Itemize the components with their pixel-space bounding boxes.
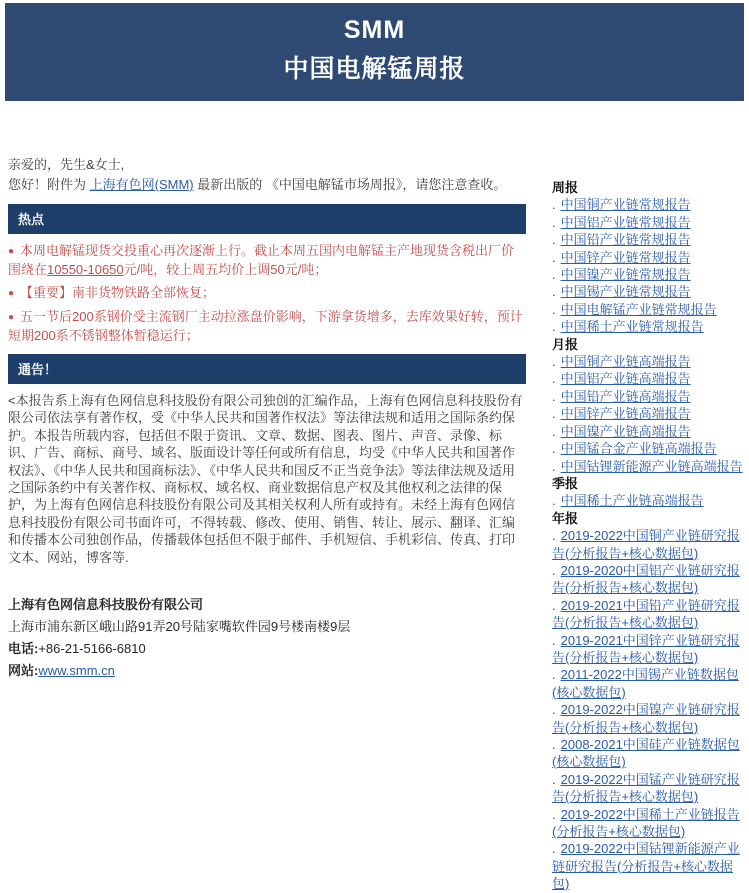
hotspots-list <box>8 242 526 345</box>
smm-site-link[interactable]: 上海有色网(SMM) <box>89 177 194 192</box>
company-phone-line <box>8 638 526 660</box>
report-link[interactable]: 中国锌产业链高端报告 <box>560 406 691 422</box>
list-item <box>552 562 745 597</box>
list-item <box>552 318 745 335</box>
list-item <box>552 666 745 701</box>
bullet-icon: ● <box>8 312 15 323</box>
report-link[interactable]: 2019-2022中国镍产业链研究报告(分析报告+核心数据包) <box>552 702 740 735</box>
website-link[interactable]: www.smm.cn <box>38 663 115 679</box>
report-link[interactable]: 中国铝产业链常规报告 <box>560 214 691 230</box>
list-item <box>552 423 745 440</box>
list-marker: . <box>552 771 556 787</box>
list-item <box>552 806 745 841</box>
list-item <box>552 214 745 231</box>
sidebar-section-monthly <box>552 336 745 475</box>
list-marker: . <box>552 597 556 613</box>
list-marker: . <box>552 354 556 370</box>
sidebar-section-weekly <box>552 179 745 336</box>
list-marker: . <box>552 441 556 457</box>
list-marker: . <box>552 319 556 335</box>
list-item <box>552 266 745 283</box>
list-item <box>552 405 745 422</box>
sidebar-heading-annual: 年报 <box>552 510 579 526</box>
hotspots-title: 热点 <box>18 212 45 227</box>
copyright-notice-text: <本报告系上海有色网信息科技股份有限公司独创的汇编作品，上海有色网信息科技股份有限公司依法享有著作权，受《中华人民共和国著作权法》等法律法规和适用之国际条约保护。本报告所载内容，包括但不限于资讯、文章、数据、图表、图片、声音、录像、标识、广告、商标、商号、域名、版面设计等任何或所有信息，均受《中华人民共和国著作权法》、《中华人民共和国商标法》、《中华人民共和国反不正当竞争法》等法律法规及适用之国际条约中有关著作权、商标权、域名权、商业数据信息产权及其他权利之法律的保护，为上海有色网信息科技股份有限公司及其相关权利人所有或持有。未经上海有色网信息科技股份有限公司书面许可，不得转载、修改、使用、销售、转让、展示、翻译、汇编和传播本公司独创作品，传播载体包括但不限于邮件、手机短信、手机彩信、传真、打印文本、网站，博客等. <box>8 393 523 565</box>
banner-title-report: 中国电解锰周报 <box>283 55 466 83</box>
report-link[interactable]: 中国铅产业链高端报告 <box>560 388 691 404</box>
report-link[interactable]: 2019-2020中国铝产业链研究报告(分析报告+核心数据包) <box>552 562 740 596</box>
greeting-line2 <box>8 175 526 195</box>
list-item <box>552 353 745 370</box>
list-marker: . <box>552 493 556 509</box>
main-content <box>8 155 526 682</box>
company-address: 上海市浦东新区峨山路91弄20号陆家嘴软件园9号楼南楼9层 <box>8 619 351 635</box>
report-link[interactable]: 中国铜产业链高端报告 <box>560 354 691 370</box>
greeting-line2-prefix: 您好！附件为 <box>8 177 90 192</box>
greeting-line2-suffix: 最新出版的 《中国电解锰市场周报》，请您注意查收。 <box>193 177 507 192</box>
company-name: 上海有色网信息科技股份有限公司 <box>8 597 204 613</box>
report-link[interactable]: 中国钴锂新能源产业链高端报告 <box>560 458 743 474</box>
list-item <box>552 440 745 457</box>
phone-number: +86-21-5166-6810 <box>38 641 146 657</box>
hot-bullet-2 <box>8 284 526 303</box>
report-link[interactable]: 中国镍产业链高端报告 <box>560 423 691 439</box>
report-link[interactable]: 中国铝产业链高端报告 <box>560 371 691 387</box>
list-item <box>552 249 745 266</box>
report-link[interactable]: 中国锰合金产业链高端报告 <box>560 441 717 457</box>
list-marker: . <box>552 562 556 578</box>
list-item <box>552 527 745 562</box>
notice-header-bar <box>8 354 526 384</box>
hot-bullet-3 <box>8 308 526 345</box>
sidebar-heading-weekly: 周报 <box>552 180 579 195</box>
report-link[interactable]: 2019-2022中国稀土产业链报告(分析报告+核心数据包) <box>552 806 740 840</box>
list-marker: . <box>552 267 556 283</box>
list-item <box>552 458 745 475</box>
list-item <box>552 840 745 892</box>
list-marker: . <box>552 301 556 317</box>
sidebar-section-annual <box>552 510 745 893</box>
hot-bullet-1-text-end: 元/吨，较上周五均价上调50元/吨； <box>123 262 328 277</box>
list-marker: . <box>552 632 556 648</box>
report-link[interactable]: 2019-2021中国锌产业链研究报告(分析报告+核心数据包) <box>552 632 740 665</box>
list-marker: . <box>552 737 556 752</box>
hot-bullet-3-text: 五一节后200系钢价受主流钢厂主动拉涨盘价影响，下游拿货增多，去库效果好转，预计短期200系不锈钢整体暂稳运行； <box>8 309 523 343</box>
list-item <box>552 632 745 667</box>
list-item <box>552 736 745 771</box>
list-marker: . <box>552 232 556 248</box>
sidebar-section-quarterly <box>552 475 745 510</box>
list-item <box>552 388 745 405</box>
company-info-block <box>8 594 526 682</box>
sidebar-heading-monthly: 月报 <box>552 336 579 352</box>
bullet-icon: ● <box>8 246 15 257</box>
hot-bullet-1-text: 本周电解锰现货交投重心再次逐渐上行。截止本周五国内电解锰主产地现货含税出厂价围绕在 <box>8 243 515 277</box>
list-item <box>552 231 745 248</box>
list-marker: . <box>552 841 556 857</box>
bullet-icon: ● <box>8 288 15 299</box>
report-link[interactable]: 中国稀土产业链高端报告 <box>560 493 704 509</box>
list-item <box>552 370 745 387</box>
list-marker: . <box>552 458 556 474</box>
report-link[interactable]: 2019-2021中国铅产业链研究报告(分析报告+核心数据包) <box>552 597 740 631</box>
report-link[interactable]: 中国铜产业链常规报告 <box>560 197 691 213</box>
list-marker: . <box>552 702 556 718</box>
list-marker: . <box>552 667 556 683</box>
company-website-line <box>8 660 526 682</box>
list-marker: . <box>552 249 556 265</box>
website-label: 网站: <box>8 663 39 679</box>
list-marker: . <box>552 528 556 544</box>
list-item <box>552 771 745 806</box>
sidebar-heading-quarterly: 季报 <box>552 475 579 491</box>
price-range-underline: 10550-10650 <box>47 262 124 277</box>
report-sidebar <box>552 155 745 893</box>
report-link[interactable]: 中国稀土产业链常规报告 <box>560 319 704 335</box>
list-item <box>552 492 745 509</box>
greeting-line1: 亲爱的，先生&女士, <box>8 157 125 172</box>
report-link[interactable]: 2011-2022中国锡产业链数据包(核心数据包) <box>552 667 739 700</box>
hot-bullet-1 <box>8 242 526 279</box>
report-link[interactable]: 中国锌产业链常规报告 <box>560 249 691 265</box>
list-marker: . <box>552 806 556 822</box>
report-link[interactable]: 中国铅产业链常规报告 <box>560 232 691 248</box>
newsletter-banner <box>5 3 744 101</box>
list-item <box>552 597 745 632</box>
phone-label: 电话: <box>8 641 39 657</box>
notice-title: 通告！ <box>18 362 58 377</box>
banner-title-smm: SMM <box>343 16 406 44</box>
report-link[interactable]: 2008-2021中国硅产业链数据包(核心数据包) <box>552 737 740 770</box>
list-marker: . <box>552 371 556 387</box>
list-marker: . <box>552 406 556 422</box>
report-link[interactable]: 中国电解锰产业链常规报告 <box>560 301 717 317</box>
report-link[interactable]: 中国锡产业链常规报告 <box>560 284 691 300</box>
report-link[interactable]: 2019-2022中国锰产业链研究报告(分析报告+核心数据包) <box>552 771 740 805</box>
hot-bullet-2-text: 【重要】南非货物铁路全部恢复； <box>20 285 216 300</box>
list-marker: . <box>552 284 556 300</box>
list-item <box>552 301 745 318</box>
list-marker: . <box>552 388 556 404</box>
hotspots-header-bar <box>8 204 526 234</box>
list-marker: . <box>552 197 556 213</box>
report-link[interactable]: 2019-2022中国钴锂新能源产业链研究报告(分析报告+核心数据包) <box>552 841 740 892</box>
list-marker: . <box>552 214 556 230</box>
report-link[interactable]: 中国镍产业链常规报告 <box>560 267 691 283</box>
list-item <box>552 196 745 213</box>
report-link[interactable]: 2019-2022中国铜产业链研究报告(分析报告+核心数据包) <box>552 528 740 561</box>
content-area <box>0 101 749 893</box>
list-item <box>552 701 745 736</box>
list-item <box>552 283 745 300</box>
list-marker: . <box>552 423 556 439</box>
